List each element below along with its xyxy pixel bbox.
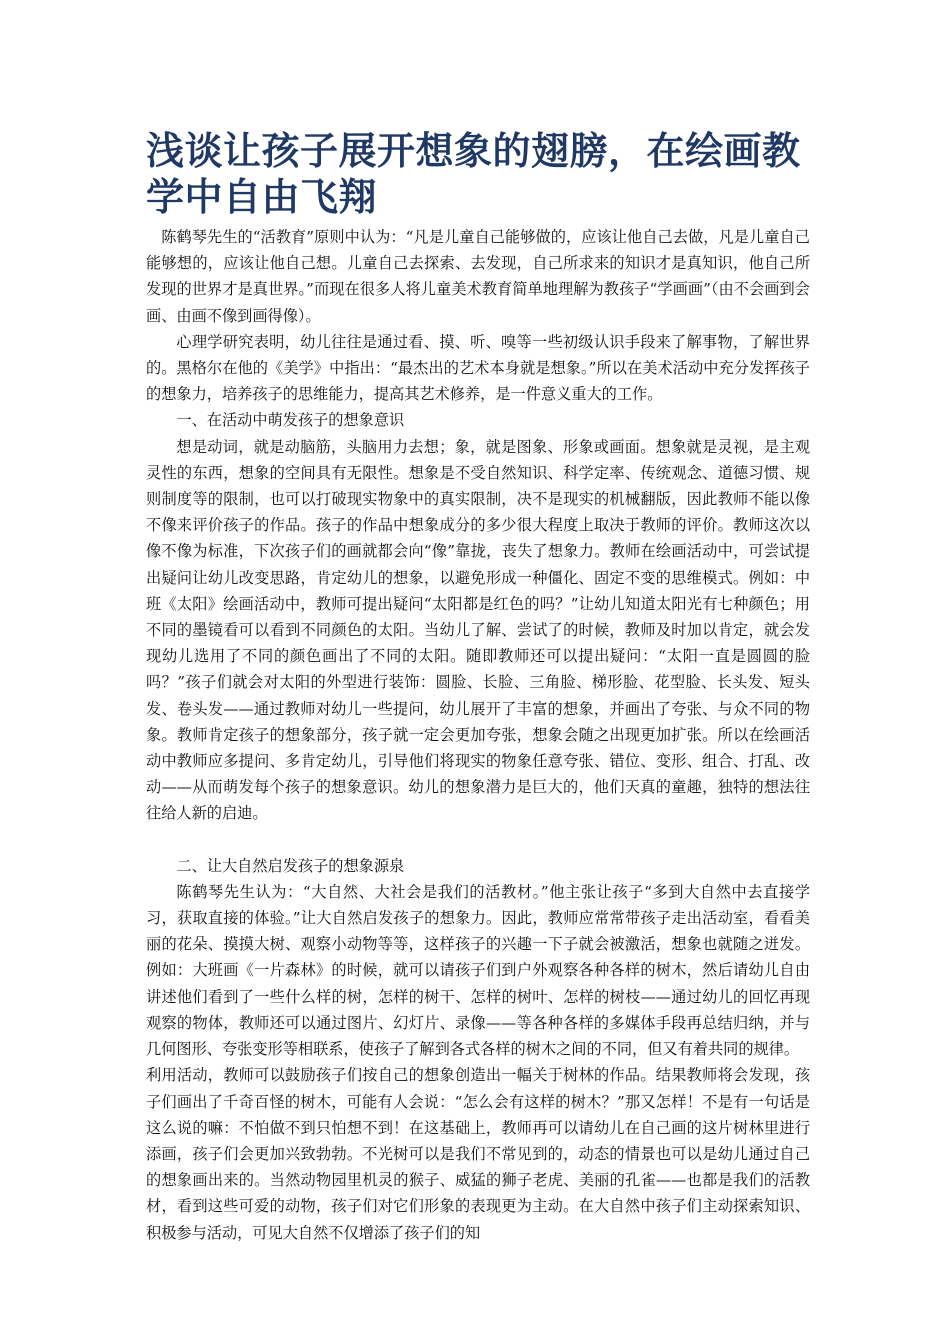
document-title: 浅谈让孩子展开想象的翅膀，在绘画教学中自由飞翔	[146, 128, 801, 219]
paragraph-spacer	[146, 827, 810, 853]
paragraph-section-1: 想是动词，就是动脑筋，头脑用力去想；象，就是图象、形象或画面。想象就是灵视，是主观灵性的东西，想象的空间具有无限性。想象是不受自然知识、科学定率、传统观念、道德习惯、规则制度等的限制，也可以打破现实物象中的真实限制，决不是现实的机械翻版，因此教师不能以像不像来评价孩子的作品。孩子的作品中想象成分的多少很大程度上取决于教师的评价。教师这次以像不像为标准，下次孩子们的画就都会向“像”靠拢，丧失了想象力。教师在绘画活动中，可尝试提出疑问让幼儿改变思路，肯定幼儿的想象，以避免形成一种僵化、固定不变的思维模式。例如：中班《太阳》绘画活动中，教师可提出疑问“太阳都是红色的吗？”让幼儿知道太阳光有七种颜色；用不同的墨镜看可以看到不同颜色的太阳。当幼儿了解、尝试了的时候，教师及时加以肯定，就会发现幼儿选用了不同的颜色画出了不同的太阳。随即教师还可以提出疑问：“太阳一直是圆圆的脸吗？”孩子们就会对太阳的外型进行装饰：圆脸、长脸、三角脸、梯形脸、花型脸、长头发、短头发、卷头发——通过教师对幼儿一些提问，幼儿展开了丰富的想象，并画出了夸张、与众不同的物象。教师肯定孩子的想象部分，孩子就一定会更加夸张，想象会随之出现更加扩张。所以在绘画活动中教师应多提问、多肯定幼儿，引导他们将现实的物象任意夸张、错位、变形、组合、打乱、改动——从而萌发每个孩子的想象意识。幼儿的想象潜力是巨大的，他们天真的童趣，独特的想法往往给人新的启迪。	[146, 437, 810, 823]
document-page	[146, 128, 810, 1246]
paragraph-intro: 陈鹤琴先生的“活教育”原则中认为：“凡是儿童自己能够做的，应该让他自己去做，凡是儿童自己能够想的，应该让他自己想。儿童自己去探索、去发现，自己所求来的知识才是真知识，他自己所发现的世界才是真世界。”而现在很多人将儿童美术教育简单地理解为教孩子“学画画”（由不会画到会画、由画不像到画得像）。	[146, 228, 810, 325]
section-heading-2: 二、让大自然启发孩子的想象源泉	[176, 856, 405, 875]
section-heading-1: 一、在活动中萌发孩子的想象意识	[176, 411, 405, 430]
paragraph-psychology: 心理学研究表明，幼儿往往是通过看、摸、听、嗅等一些初级认识手段来了解事物，了解世界的。黑格尔在他的《美学》中指出：“最杰出的艺术本身就是想象。”所以在美术活动中充分发挥孩子的想象力，培养孩子的思维能力，提高其艺术修养，是一件意义重大的工作。	[146, 332, 810, 404]
paragraph-section-2-continued: 利用活动，教师可以鼓励孩子们按自己的想象创造出一幅关于树林的作品。结果教师将会发现，孩子们画出了千奇百怪的树木，可能有人会说：“怎么会有这样的树木？”那又怎样！不是有一句话是这么说的嘛：不怕做不到只怕想不到！在这基础上，教师再可以请幼儿在自己画的这片树林里进行添画，孩子们会更加兴致勃勃。不光树可以是我们不常见到的，动态的情景也可以是幼儿通过自己的想象画出来的。当然动物园里机灵的猴子、威猛的狮子老虎、美丽的孔雀——也都是我们的活教材，看到这些可爱的动物，孩子们对它们形象的表现更为主动。在大自然中孩子们主动探索知识、积极参与活动，可见大自然不仅增添了孩子们的知	[146, 1066, 810, 1242]
paragraph-section-2: 陈鹤琴先生认为：“大自然、大社会是我们的活教材。”他主张让孩子“多到大自然中去直接学习，获取直接的体验。”让大自然启发孩子的想象力。因此，教师应常常带孩子走出活动室，看看美丽的花朵、摸摸大树、观察小动物等等，这样孩子的兴趣一下子就会被激活，想象也就随之迸发。例如：大班画《一片森林》的时候，就可以请孩子们到户外观察各种各样的树木，然后请幼儿自由讲述他们看到了一些什么样的树，怎样的树干、怎样的树叶、怎样的树枝——通过幼儿的回忆再现观察的物体，教师还可以通过图片、幻灯片、录像——等各种各样的多媒体手段再总结归纳，并与几何图形、夸张变形等相联系，使孩子了解到各式各样的树木之间的不同，但又有着共同的规律。	[146, 882, 810, 1059]
